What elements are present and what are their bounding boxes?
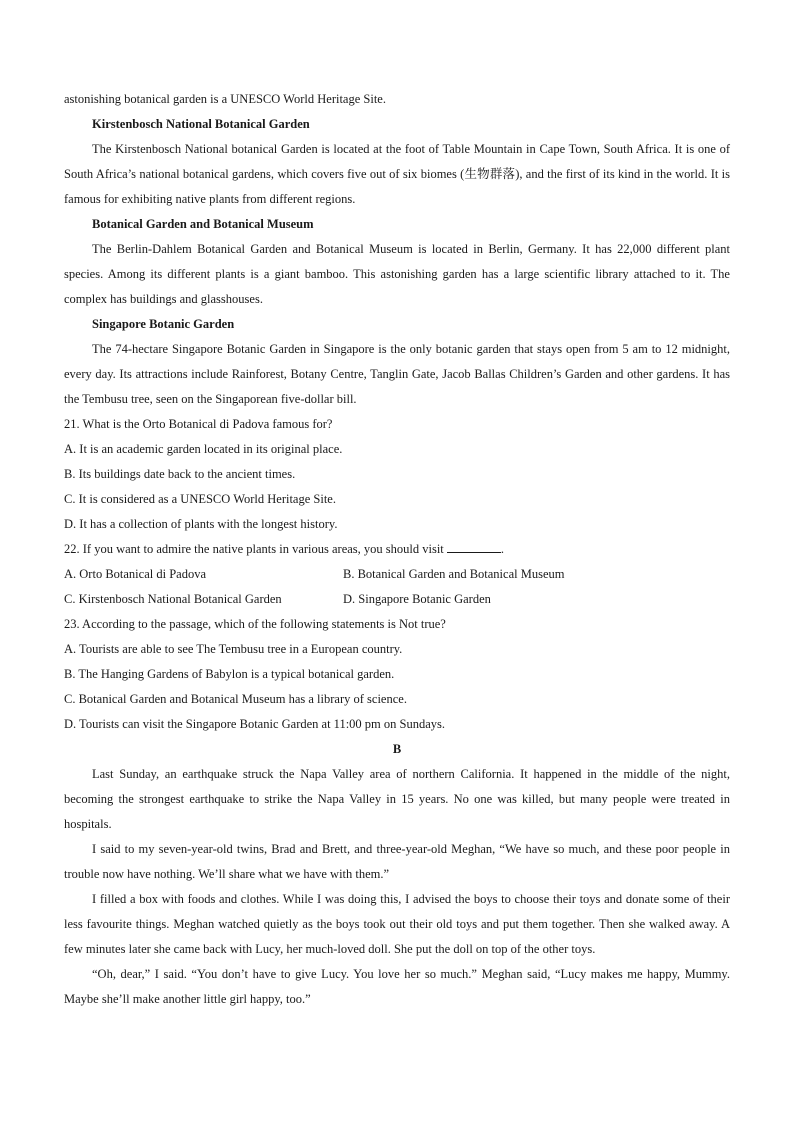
question-23-option-c: C. Botanical Garden and Botanical Museum has a library of science. [64, 692, 407, 706]
singapore-heading: Singapore Botanic Garden [92, 317, 235, 331]
question-23-stem: 23. According to the passage, which of the following statements is Not true? [64, 617, 446, 631]
question-23-option-d: D. Tourists can visit the Singapore Botanic Garden at 11:00 pm on Sundays. [64, 717, 446, 731]
answer-blank [447, 540, 501, 553]
question-21-option-d: D. It has a collection of plants with the longest history. [64, 517, 338, 531]
berlin-heading: Botanical Garden and Botanical Museum [92, 217, 314, 231]
question-21-option-a: A. It is an academic garden located in its original place. [64, 442, 343, 456]
question-22-stem-end: . [500, 542, 505, 556]
question-21-option-b: B. Its buildings date back to the ancient times. [64, 467, 296, 481]
question-22-options-row-2 [64, 587, 730, 612]
passage-b-paragraph-4: “Oh, dear,” I said. “You don’t have to give Lucy. You love her so much.” Meghan said, “Lucy makes me happy, Mummy. Maybe she’ll make another little girl happy, too.” [64, 967, 730, 1006]
passage-b-paragraph-3: I filled a box with foods and clothes. While I was doing this, I advised the boys to choose their toys and donate some of their less favourite things. Meghan watched quietly as the boys took out their old toys and put them together. Then she walked away. A few minutes later she came back with Lucy, her much-loved doll. She put the doll on top of the other toys. [64, 892, 730, 956]
question-21-option-c: C. It is considered as a UNESCO World Heritage Site. [64, 492, 336, 506]
section-b-label: B [392, 742, 402, 756]
question-22-options-row-1 [64, 562, 730, 587]
question-23-option-a: A. Tourists are able to see The Tembusu tree in a European country. [64, 642, 403, 656]
document-page [64, 87, 730, 1012]
question-23-option-b: B. The Hanging Gardens of Babylon is a typical botanical garden. [64, 667, 395, 681]
singapore-paragraph: The 74-hectare Singapore Botanic Garden in Singapore is the only botanic garden that stays open from 5 am to 12 midnight, every day. Its attractions include Rainforest, Botany Centre, Tanglin Gate, Jacob Ballas Children’s Garden and other gardens. It has the Tembusu tree, seen on the Singaporean five-dollar bill. [64, 342, 730, 406]
question-21-stem: 21. What is the Orto Botanical di Padova famous for? [64, 417, 333, 431]
passage-a-intro-tail: astonishing botanical garden is a UNESCO World Heritage Site. [64, 92, 386, 106]
question-22-stem: 22. If you want to admire the native plants in various areas, you should visit [64, 542, 444, 556]
kirstenbosch-heading: Kirstenbosch National Botanical Garden [92, 117, 310, 131]
passage-b-paragraph-2: I said to my seven-year-old twins, Brad and Brett, and three-year-old Meghan, “We have so much, and these poor people in trouble now have nothing. We’ll share what we have with them.” [64, 842, 730, 881]
passage-b-paragraph-1: Last Sunday, an earthquake struck the Napa Valley area of northern California. It happened in the middle of the night, becoming the strongest earthquake to strike the Napa Valley in 15 years. No one was killed, but many people were treated in hospitals. [64, 767, 730, 831]
question-22-option-b: B. Botanical Garden and Botanical Museum [343, 567, 565, 581]
question-22-option-d: D. Singapore Botanic Garden [343, 592, 491, 606]
question-22-option-a: A. Orto Botanical di Padova [64, 567, 206, 581]
question-22-line [64, 537, 730, 562]
question-22-option-c: C. Kirstenbosch National Botanical Garden [64, 592, 282, 606]
kirstenbosch-paragraph: The Kirstenbosch National botanical Garden is located at the foot of Table Mountain in Cape Town, South Africa. It is one of South Africa’s national botanical gardens, which covers five out of six biomes (生物群落), and the first of its kind in the world. It is famous for exhibiting native plants from different regions. [64, 142, 730, 206]
berlin-paragraph: The Berlin-Dahlem Botanical Garden and Botanical Museum is located in Berlin, Germany. It has 22,000 different plant species. Among its different plants is a giant bamboo. This astonishing garden has a large scientific library attached to it. The complex has buildings and glasshouses. [64, 242, 730, 306]
